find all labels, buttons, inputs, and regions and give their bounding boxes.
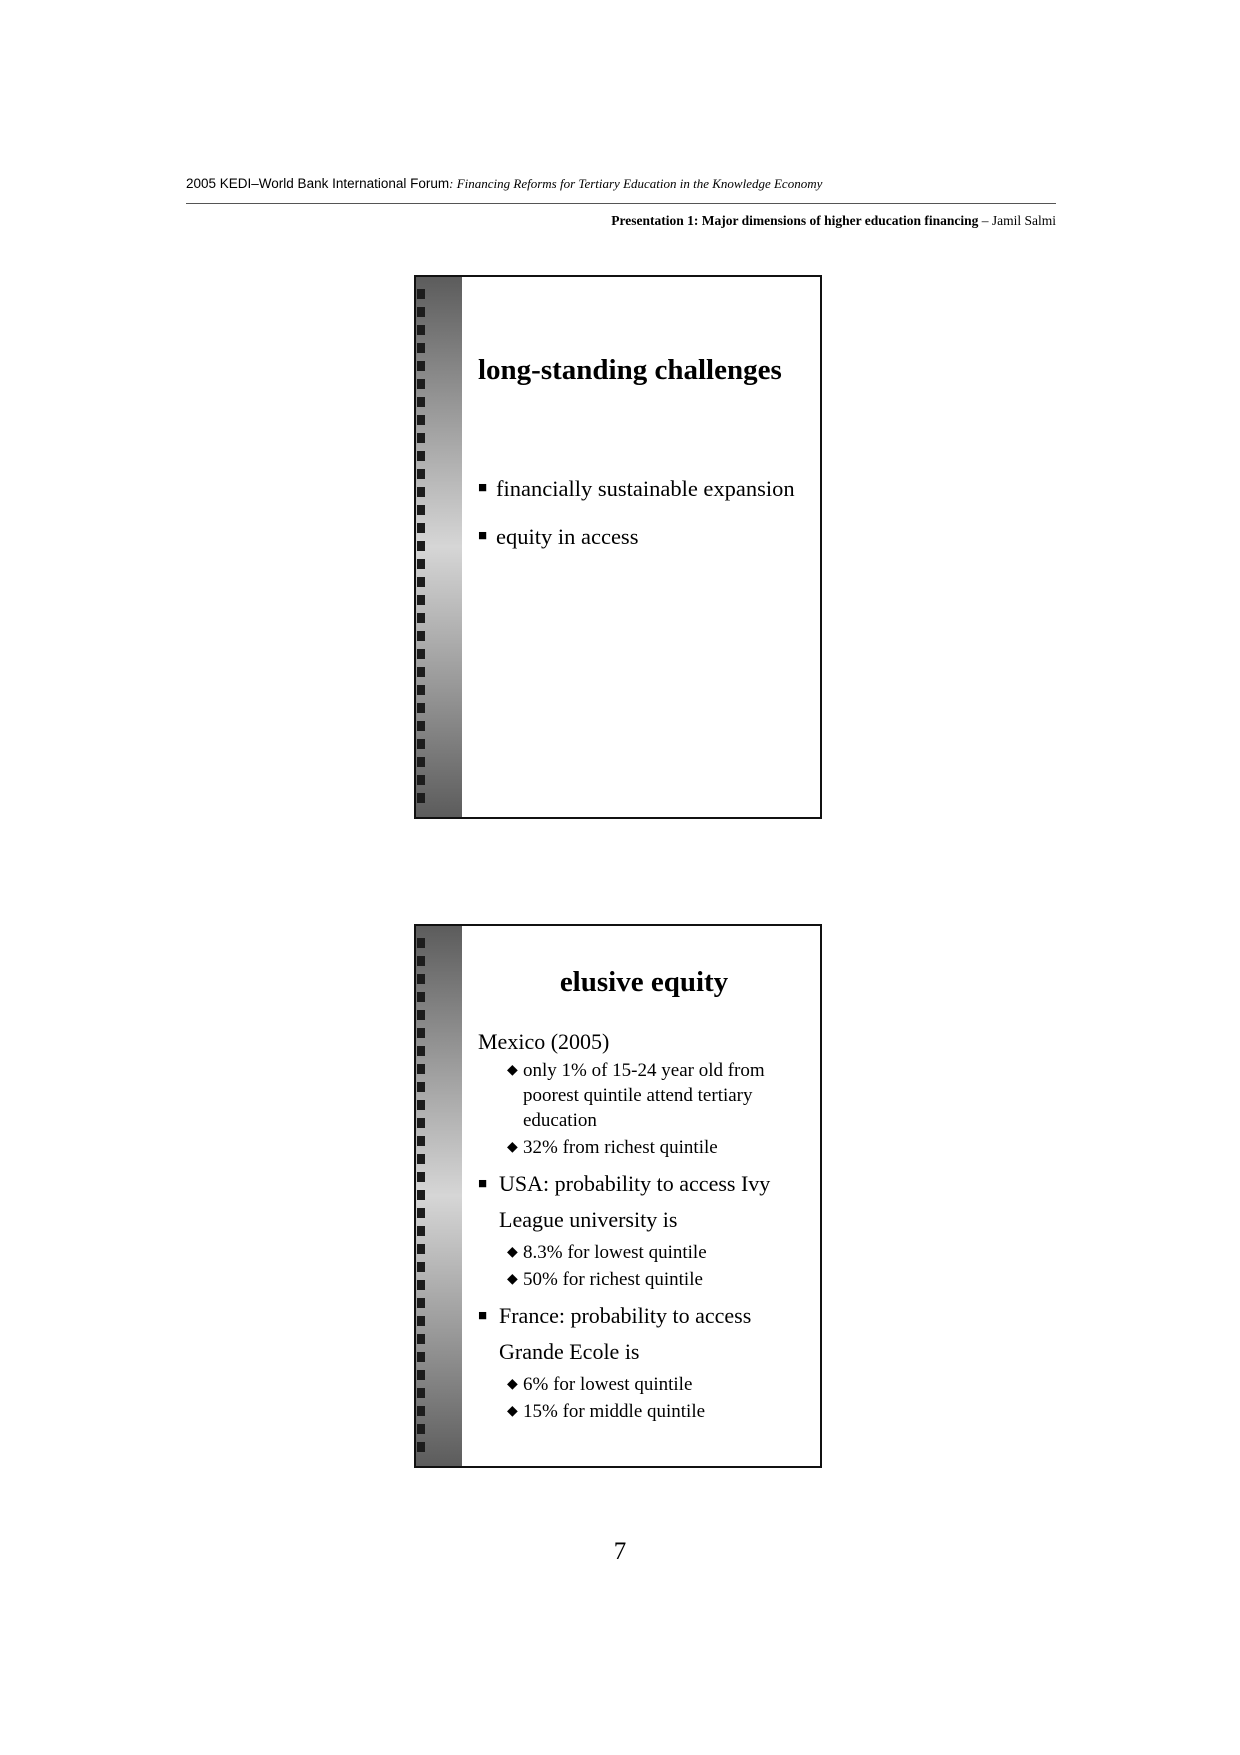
slide-title: long-standing challenges	[478, 354, 782, 386]
forum-subtitle: : Financing Reforms for Tertiary Education in the Knowledge Economy	[449, 176, 823, 191]
bullet-text: USA: probability to access Ivy League university is	[499, 1171, 771, 1232]
diamond-bullet-icon: ◆	[507, 1063, 518, 1078]
slide-title: elusive equity	[559, 966, 729, 998]
forum-name: 2005 KEDI–World Bank International Forum	[186, 176, 450, 191]
running-header	[186, 176, 1056, 192]
list-item	[478, 1372, 810, 1397]
film-strip-decoration	[417, 938, 425, 1456]
presentation-author: – Jamil Salmi	[978, 213, 1056, 228]
square-bullet-icon: ■	[478, 1308, 488, 1324]
diamond-bullet-icon: ◆	[507, 1377, 518, 1392]
bullet-text: equity in access	[496, 524, 639, 549]
slide-side-bar	[416, 277, 462, 817]
list-item	[478, 470, 810, 507]
slide-long-standing-challenges	[414, 275, 822, 819]
mexico-heading: Mexico (2005)	[478, 1029, 610, 1054]
list-item	[478, 1058, 810, 1133]
sub-bullet-text: 50% for richest quintile	[523, 1269, 703, 1290]
bullet-text: France: probability to access Grande Ecole is	[499, 1303, 752, 1364]
diamond-bullet-icon: ◆	[507, 1140, 518, 1155]
bullet-list	[478, 470, 810, 566]
sub-bullet-text: 6% for lowest quintile	[523, 1374, 693, 1395]
square-bullet-icon: ■	[478, 480, 488, 496]
film-strip-decoration	[417, 289, 425, 807]
square-bullet-icon: ■	[478, 1176, 488, 1192]
diamond-bullet-icon: ◆	[507, 1404, 518, 1419]
sub-bullet-text: 8.3% for lowest quintile	[523, 1242, 707, 1263]
sub-bullet-text: 32% from richest quintile	[523, 1137, 718, 1158]
presentation-title: Presentation 1: Major dimensions of higher education financing	[611, 213, 979, 228]
presentation-line	[611, 213, 1056, 229]
list-item	[478, 518, 810, 555]
square-bullet-icon: ■	[478, 528, 488, 544]
slide-elusive-equity	[414, 924, 822, 1468]
diamond-bullet-icon: ◆	[507, 1272, 518, 1287]
list-item	[478, 1240, 810, 1265]
list-item	[478, 1399, 810, 1424]
slide-content	[478, 277, 810, 817]
list-item	[478, 1298, 810, 1370]
list-item	[478, 1267, 810, 1292]
diamond-bullet-icon: ◆	[507, 1245, 518, 1260]
sub-bullet-text: only 1% of 15-24 year old from poorest quintile attend tertiary education	[523, 1060, 765, 1131]
bullet-text: financially sustainable expansion	[496, 476, 795, 501]
header-divider	[186, 203, 1056, 204]
list-item	[478, 1166, 810, 1238]
slide-side-bar	[416, 926, 462, 1466]
sub-bullet-text: 15% for middle quintile	[523, 1401, 706, 1422]
slide-content	[478, 926, 810, 1466]
list-item	[478, 1135, 810, 1160]
bullet-list	[478, 1028, 810, 1424]
page-number: 7	[613, 1538, 627, 1565]
